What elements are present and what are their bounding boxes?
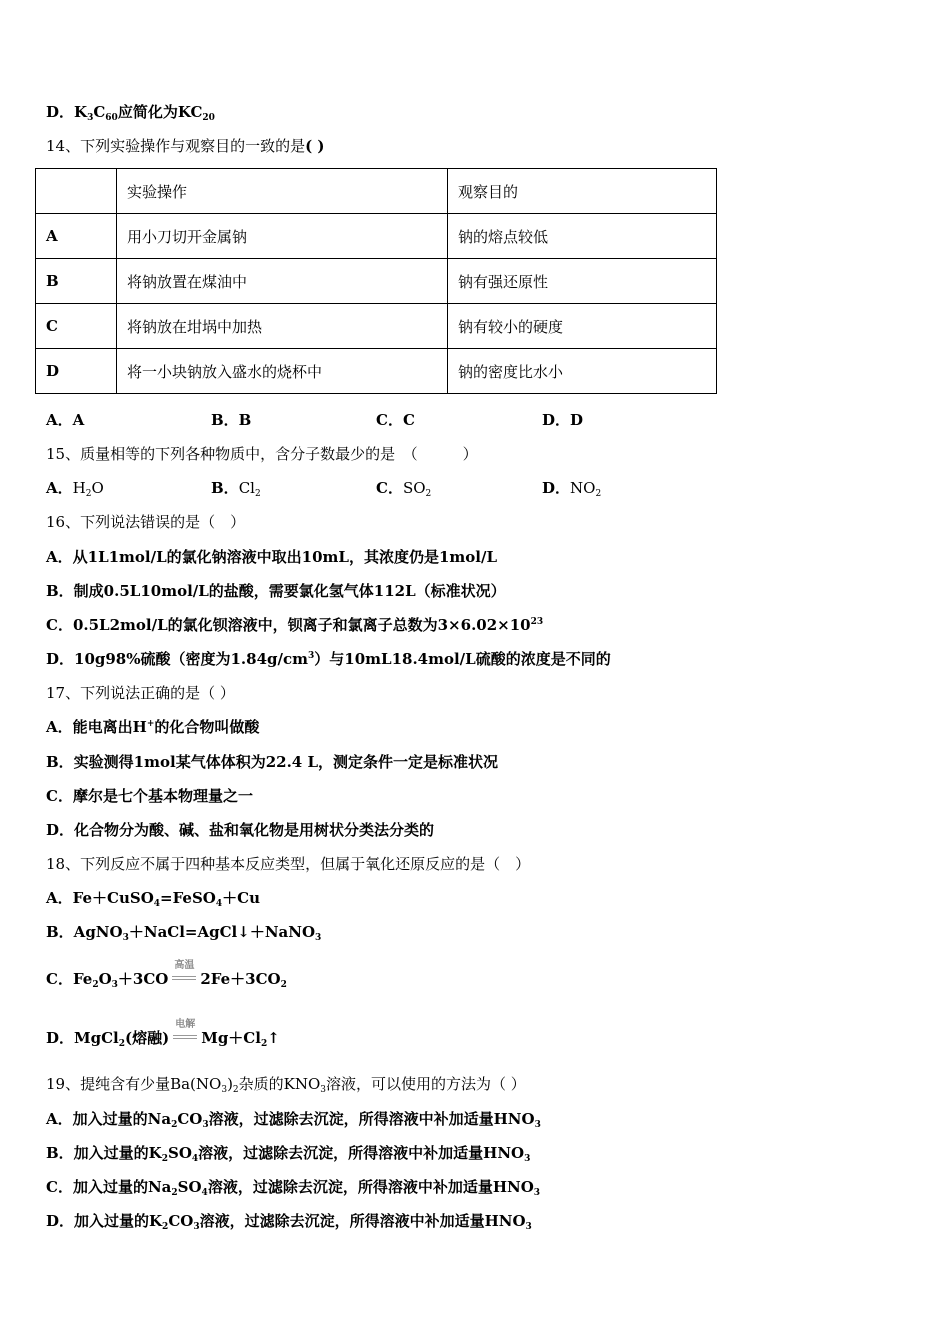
q14-option-a: A．A: [46, 411, 85, 429]
table-cell: C: [36, 304, 117, 349]
q19-option-d: D．加入过量的$K_2CO_3$溶液，过滤除去沉淀，所得溶液中补加适量$HNO_3$: [46, 1212, 532, 1232]
table-cell: 用小刀切开金属钠: [117, 214, 448, 259]
q18-option-b: B．AgNO$_3$＋NaCl=AgCl↓＋NaNO$_3$: [46, 923, 322, 943]
condition-label: 高温: [174, 960, 195, 971]
q19-option-b: B．加入过量的$K_2SO_4$溶液，过滤除去沉淀，所得溶液中补加适量$HNO_3$: [46, 1144, 531, 1164]
table-cell: 实验操作: [117, 169, 448, 214]
table-cell: B: [36, 259, 117, 304]
q14-option-d: D．D: [542, 411, 584, 429]
q16-option-a: A．从1L1mol/L的氯化钠溶液中取出10mL，其浓度仍是1mol/L: [46, 548, 497, 566]
q19-option-a: A．加入过量的$Na_2CO_3$溶液，过滤除去沉淀，所得溶液中补加适量$HNO_3$: [46, 1110, 541, 1130]
table-cell: [36, 169, 117, 214]
reaction-condition-arrow: [170, 960, 198, 984]
table-row: [36, 214, 717, 259]
table-row: [36, 259, 717, 304]
q17-option-b: B．实验测得1mol某气体体积为22.4 L，测定条件一定是标准状况: [46, 753, 498, 771]
q18-stem: 18、下列反应不属于四种基本反应类型，但属于氧化还原反应的是（ ）: [46, 855, 531, 873]
q17-option-a: A．能电离出H+的化合物叫做酸: [46, 718, 260, 736]
q16-option-b: B．制成0.5L10mol/L的盐酸，需要氯化氢气体112L（标准状况）: [46, 582, 506, 600]
q18-option-d: D．MgCl$_2$(熔融) 电解 $Mg+Cl_2↑$: [46, 1028, 280, 1048]
q15-stem: 15、质量相等的下列各种物质中，含分子数最少的是 （ ）: [46, 445, 478, 463]
q14-option-c: C．C: [376, 411, 415, 429]
table-row: [36, 349, 717, 394]
table-cell: 钠有强还原性: [448, 259, 717, 304]
table-cell: 将钠放置在煤油中: [117, 259, 448, 304]
table-cell: 将钠放在坩埚中加热: [117, 304, 448, 349]
q14-stem: 14、下列实验操作与观察目的一致的是( ): [46, 137, 325, 155]
table-cell: A: [36, 214, 117, 259]
table-header-row: [36, 169, 717, 214]
q19-option-c: C．加入过量的$Na_2SO_4$溶液，过滤除去沉淀，所得溶液中补加适量$HNO_3$: [46, 1178, 541, 1198]
q15-option-a: A．$H_2O$: [46, 479, 104, 499]
q16-option-d: D．10g98%硫酸（密度为$1.84g/cm^3$）与10mL18.4mol/L硫酸的浓度是不同的: [46, 650, 611, 668]
table-cell: 将一小块钠放入盛水的烧杯中: [117, 349, 448, 394]
q19-stem: 19、提纯含有少量$Ba(NO_3)_2$杂质的$KNO_3$溶液，可以使用的方法为（ ）: [46, 1075, 526, 1095]
table-cell: 观察目的: [448, 169, 717, 214]
table-cell: 钠有较小的硬度: [448, 304, 717, 349]
q16-stem: 16、下列说法错误的是（ ）: [46, 513, 246, 531]
table-cell: D: [36, 349, 117, 394]
q17-option-d: D．化合物分为酸、碱、盐和氧化物是用树状分类法分类的: [46, 821, 435, 839]
q13-option-d: D．$K_3C_{60}$应简化为$KC_{20}$: [46, 103, 215, 123]
q15-option-b: B．$Cl_2$: [211, 479, 261, 499]
condition-label: 电解: [175, 1019, 196, 1030]
q18-option-a: A．Fe＋CuSO$_4$=FeSO$_4$＋Cu: [46, 889, 260, 909]
q14-table: [35, 168, 717, 394]
q15-option-d: D．$NO_2$: [542, 479, 602, 499]
q17-stem: 17、下列说法正确的是（ ）: [46, 684, 235, 702]
table-row: [36, 304, 717, 349]
table-cell: 钠的密度比水小: [448, 349, 717, 394]
table-cell: 钠的熔点较低: [448, 214, 717, 259]
q14-option-b: B．B: [211, 411, 252, 429]
q17-option-c: C．摩尔是七个基本物理量之一: [46, 787, 253, 805]
q18-option-c: C．$Fe_2O_3+3CO$ 高温 $2Fe+3CO_2$: [46, 969, 287, 989]
q16-option-c: C．0.5L2mol/L的氯化钡溶液中，钡离子和氯离子总数为$3\times 6.02\times 10^{23}$: [46, 616, 544, 634]
q15-option-c: C．$SO_2$: [376, 479, 432, 499]
reaction-condition-arrow: [171, 1019, 199, 1043]
